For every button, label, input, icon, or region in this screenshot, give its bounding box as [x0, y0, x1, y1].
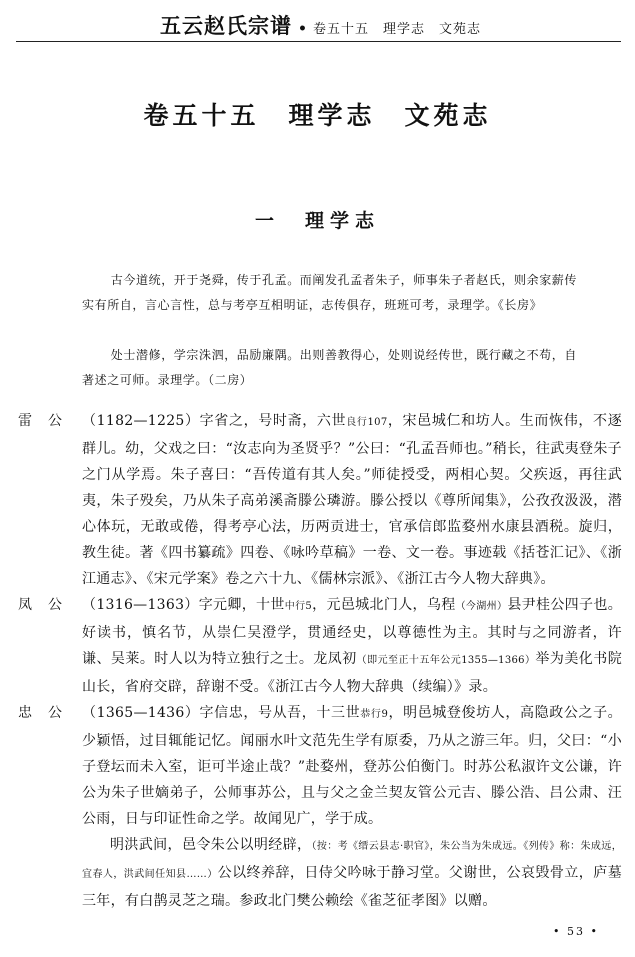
entry-name: 忠公	[18, 705, 78, 721]
entry-dates: （1316—1363）	[82, 597, 199, 613]
biography-list	[18, 408, 622, 914]
entry-body: 字省之，号时斋，六世	[199, 413, 347, 429]
header-separator: •	[298, 21, 307, 37]
generation-note: 良行107	[346, 417, 388, 428]
year-note: （即元至正十五年公元1355—1366）	[356, 655, 536, 666]
page-number: • 53 •	[553, 925, 599, 938]
generation-note: 恭行9	[360, 709, 389, 720]
generation-note: 中行5	[284, 601, 313, 612]
book-title: 五云赵氏宗谱	[160, 13, 292, 38]
header-subtitle: 卷五十五 理学志 文苑志	[312, 22, 481, 37]
section-title: 一 理学志	[254, 210, 380, 232]
entry-body: 字元卿，十世	[198, 597, 285, 613]
entry-body-cont: ，明邑城登俊坊人，高隐政公之子。少颖悟，过目辄能记忆。闻丽水叶文范先生学有原委，乃从之游三年。归，父曰：“小子登坛而未入室，讵可半途止哉？”赴婺州，登苏公伯衡门。时苏公私淑许文公谦，许公为朱子世嫡弟子，公师事苏公，且与父之金兰契友管公元吉、滕公浩、吕公肃、汪公雨，日与印证性命之学。故闻见广，学于成。	[82, 705, 622, 827]
volume-title: 卷五十五 理学志 文苑志	[143, 101, 492, 130]
entry-body: 字信忠，号从吾，十三世	[199, 705, 361, 721]
biography-entry	[18, 700, 622, 914]
biography-entry	[18, 408, 622, 592]
entry-text	[82, 700, 622, 914]
entry-body-cont: 县尹桂公四子也。好读书，慎名节，从崇仁吴澄学，贯通经史，以尊德性为主。其时与之同游者，许谦、吴莱。时人以为特立独行之士。龙凤初	[82, 597, 623, 667]
header-rule	[16, 41, 621, 42]
entry-body-cont: 举为美化书院山长，省府交辟，辞谢不受。《浙江古今人物大辞典（续编）》录。	[82, 651, 622, 695]
intro-paragraph-2	[82, 343, 582, 393]
entry-para2-cont: 公以终养辞，日侍父吟咏于静习堂。父谢世，公哀毁骨立，庐墓三年，有白鹊灵芝之瑞。参政北门樊公赖绘《雀芝征孝图》以赠。	[82, 865, 622, 909]
entry-text	[82, 408, 622, 592]
biography-entry	[18, 592, 622, 700]
entry-text	[82, 592, 622, 700]
intro-text: 古今道统，开于尧舜，传于孔孟。而阐发孔孟者朱子，师事朱子者赵氏，则余家薪传实有所自，言心言性，总与考亭互相明证，志传俱存，班班可考，录理学。《长房》	[82, 273, 577, 312]
entry-dates: （1182—1225）	[82, 413, 200, 429]
entry-name: 雷公	[18, 413, 78, 429]
intro-text: 处士潜修，学宗洙泗，品励廉隅。出则善教得心，处则说经传世，既行藏之不苟，自著述之可师。录理学。（二房）	[82, 348, 577, 387]
entry-name: 凤公	[18, 597, 78, 613]
entry-body-cont: ，元邑城北门人，乌程	[312, 597, 456, 613]
place-note: （今湖州）	[455, 601, 508, 612]
entry-para2: 明洪武间，邑令朱公以明经辟，	[110, 837, 312, 853]
entry-dates: （1365—1436）	[82, 705, 200, 721]
entry-paragraph-2	[82, 832, 622, 914]
intro-paragraph-1	[82, 268, 582, 318]
entry-body-cont: ，宋邑城仁和坊人。生而恢伟，不逐群儿。幼，父戏之曰：“汝志向为圣贤乎？”公曰：“孔孟吾师也。”稍长，往武夷登朱子之门从学焉。朱子喜曰：“吾传道有其人矣。”师徒授受，两相心契。父疾返，再往武夷，朱子殁矣，乃从朱子高弟溪斋滕公璘游。滕公授以《尊所闻集》，公孜孜汲汲，潜心体玩，无敢或倦，得考亭心法，历两贡进士，官承信郎监婺州水康县酒税。旋归，教生徒。著《四书纂疏》四卷、《咏吟草稿》一卷、文一卷。事迹载《括苍汇记》、《浙江通志》、《宋元学案》卷之六十九、《儒林宗派》、《浙江古今人物大辞典》。	[82, 413, 623, 587]
annotation-note: （按：考《缙云县志·职官》，朱公当为朱成远。《列传》称：朱成远，宜春人，洪武间任知县……）	[82, 841, 622, 880]
running-header	[160, 10, 630, 38]
